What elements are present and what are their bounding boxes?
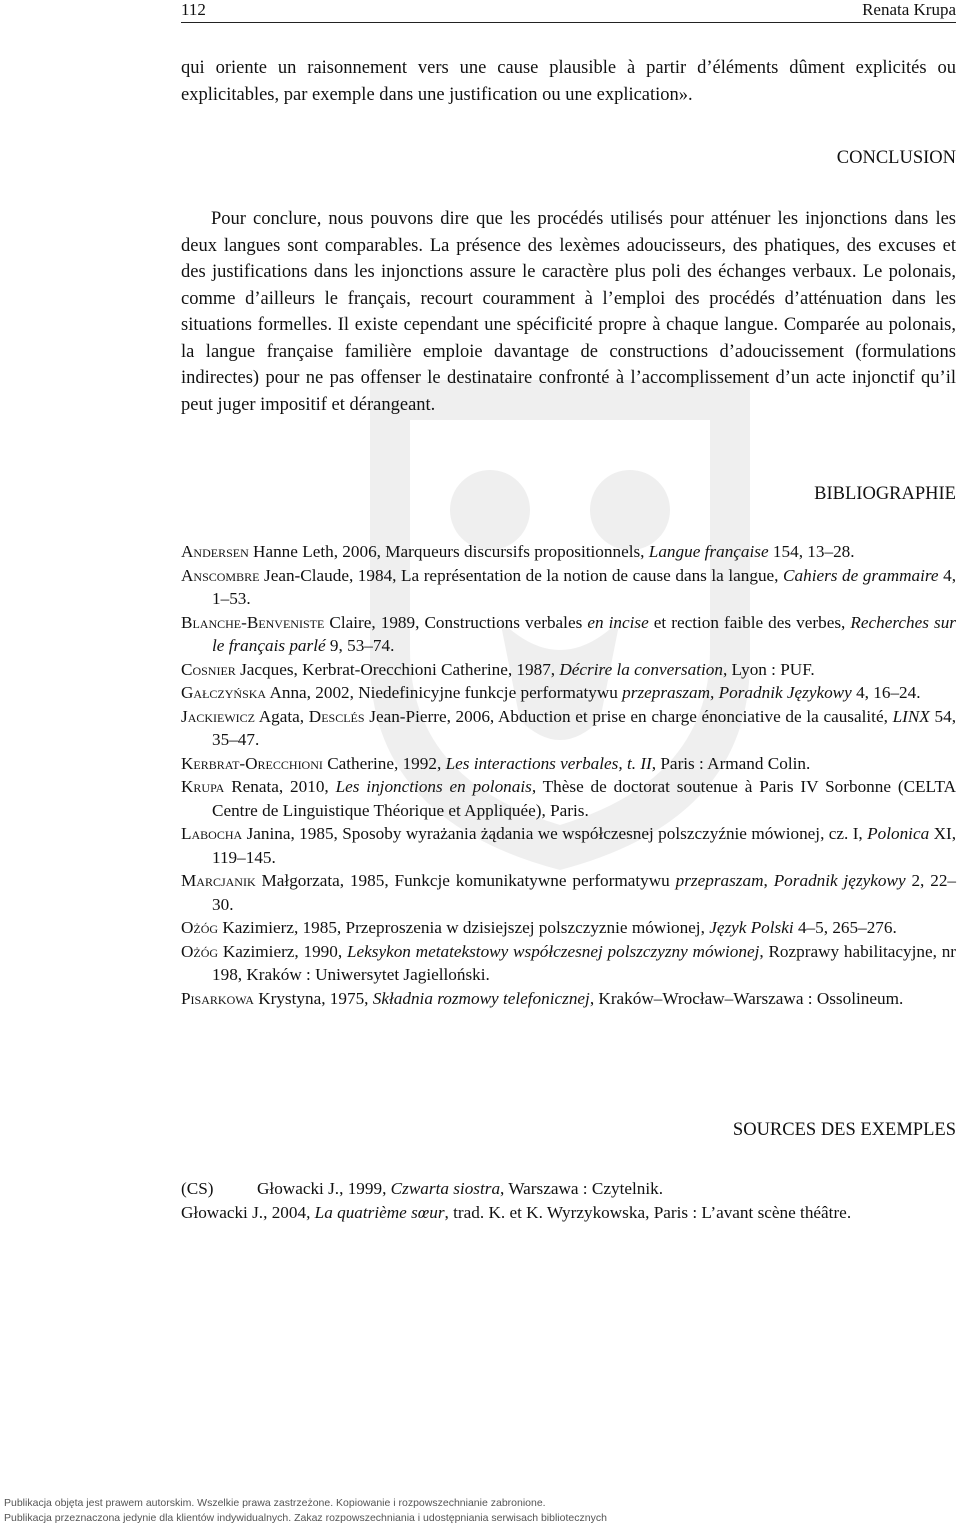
running-author: Renata Krupa [862, 0, 956, 19]
bibliography-entry: Kerbrat-Orecchioni Catherine, 1992, Les interactions verbales, t. II, Paris : Armand Colin. [181, 753, 811, 773]
intro-paragraph: qui oriente un raisonnement vers une cause plausible à partir d’éléments dûment explicités ou explicitables, par exemple dans une justification ou une explication». [181, 58, 956, 105]
copyright-footer [4, 1496, 607, 1526]
sources-heading: SOURCES DES EXEMPLES [732, 1120, 956, 1140]
source-entry: (CS) Głowacki J., 1999, Czwarta siostra, Warszawa : Czytelnik. [181, 1177, 956, 1201]
bibliography-entry: Blanche-Benveniste Claire, 1989, Constructions verbales en incise et rection faible des verbes, Recherches sur le français parlé 9, 53–74. [181, 612, 956, 655]
running-header [181, 0, 956, 23]
bibliography-entry: Cosnier Jacques, Kerbrat-Orecchioni Catherine, 1987, Décrire la conversation, Lyon : PUF. [181, 659, 815, 679]
bibliography-entry: Krupa Renata, 2010, Les injonctions en polonais, Thèse de doctorat soutenue à Paris IV Sorbonne (CELTA Centre de Linguistique Théorique et Appliquée), Paris. [181, 777, 956, 820]
conclusion-paragraph: Pour conclure, nous pouvons dire que les procédés utilisés pour atténuer les injonctions dans les deux langues sont comparables. La présence des lexèmes adoucisseurs, des phatiques, des excuses et des justifications dans les injonctions assure le caractère plus poli des échanges verbaux. Le polonais, comme d’ailleurs le français, recourt couramment à l’emploi des procédés d’atténuation dans les situations formelles. Il existe cependant une spécificité propre à chaque langue. Comparée au polonais, la langue française familière emploie davantage de constructions d’adoucissement (formulations indirectes) pour ne pas offenser le destinataire confronté à l’accomplissement d’un acte injonctif qu’il peut juger impositif et dérangeant. [181, 209, 956, 415]
sources-list [181, 1177, 956, 1225]
bibliography-entry: Jackiewicz Agata, Desclés Jean-Pierre, 2006, Abduction et prise en charge énonciative de la causalité, LINX 54, 35–47. [181, 706, 956, 749]
bibliography-entry: Ożóg Kazimierz, 1985, Przeproszenia w dzisiejszej polszczyznie mówionej, Język Polski 4–5, 265–276. [181, 918, 897, 937]
bibliography-entry: Ożóg Kazimierz, 1990, Leksykon metatekstowy współczesnej polszczyzny mówionej, Rozprawy habilitacyjne, nr 198, Kraków : Uniwersytet Jagielloński. [181, 941, 957, 984]
bibliography-entry: Andersen Hanne Leth, 2006, Marqueurs discursifs propositionnels, Langue française 154, 13–28. [181, 542, 855, 561]
bibliography-entry: Gałczyńska Anna, 2002, Niedefinicyjne funkcje performatywu przepraszam, Poradnik Językowy 4, 16–24. [181, 683, 921, 702]
bibliography-entry: Labocha Janina, 1985, Sposoby wyrażania żądania we współczesnej polszczyźnie mówionej, cz. I, Polonica XI, 119–145. [181, 824, 957, 867]
bibliography-list [181, 540, 956, 1010]
bibliography-entry: Marcjanik Małgorzata, 1985, Funkcje komunikatywne performatywu przepraszam, Poradnik językowy 2, 22–30. [181, 871, 957, 914]
bibliography-entry: Pisarkowa Krystyna, 1975, Składnia rozmowy telefonicznej, Kraków–Wrocław–Warszawa : Ossolineum. [181, 988, 904, 1008]
footer-line: Publikacja objęta jest prawem autorskim. Wszelkie prawa zastrzeżone. Kopiowanie i rozpowszechnianie zabronione. [4, 1497, 546, 1509]
footer-line: Publikacja przeznaczona jedynie dla klientów indywidualnych. Zakaz rozpowszechniania i udostępniania serwisach bibliotecznych [4, 1512, 607, 1524]
source-entry: Głowacki J., 2004, La quatrième sœur, trad. K. et K. Wyrzykowska, Paris : L’avant scène théâtre. [181, 1203, 852, 1222]
bibliography-heading: BIBLIOGRAPHIE [814, 484, 956, 504]
page-number: 112 [181, 0, 206, 19]
bibliography-entry: Anscombre Jean-Claude, 1984, La représentation de la notion de cause dans la langue, Cahiers de grammaire 4, 1–53. [181, 565, 957, 608]
conclusion-heading: CONCLUSION [836, 148, 956, 168]
source-label: (CS) [181, 1179, 214, 1198]
